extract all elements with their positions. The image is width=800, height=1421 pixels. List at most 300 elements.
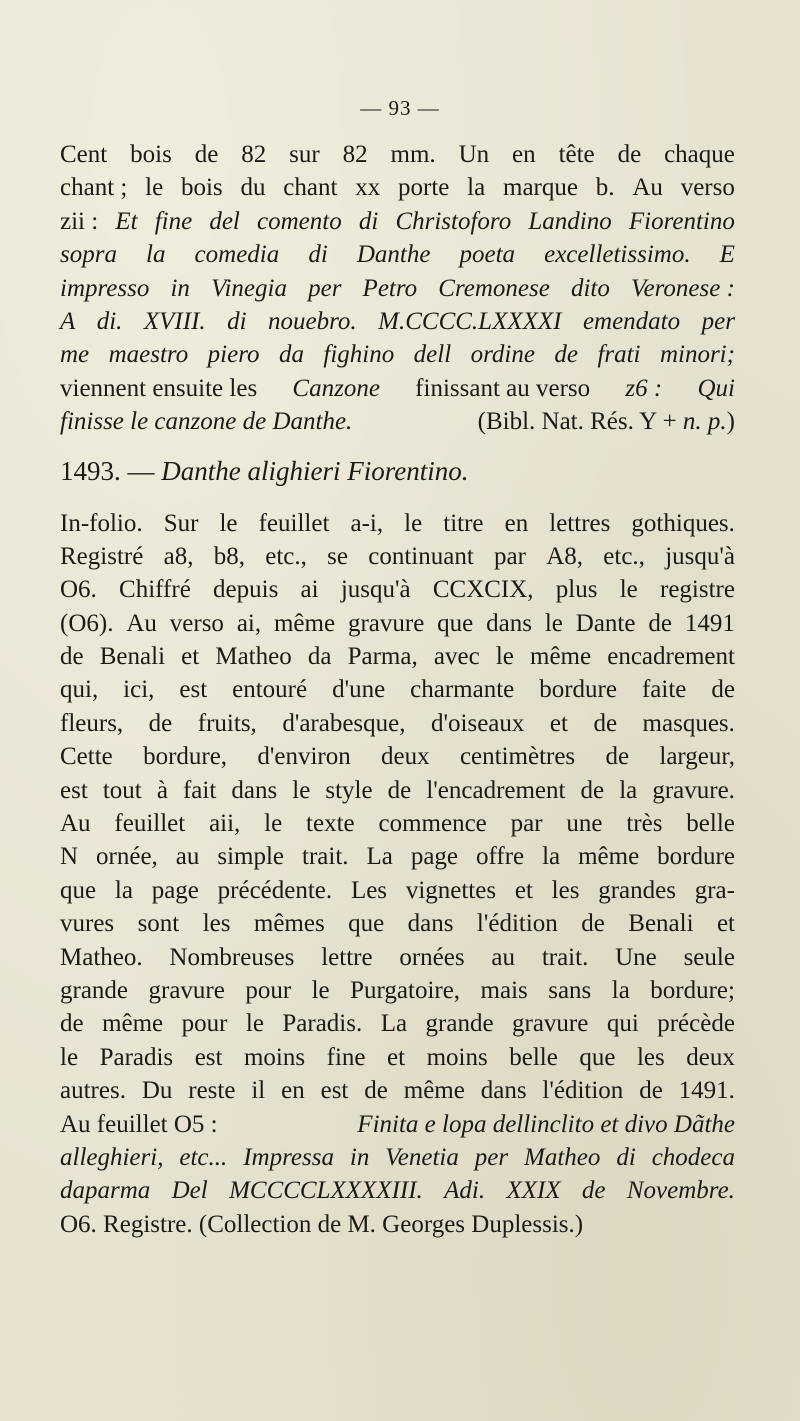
italic-text: finisse le canzone de Danthe. bbox=[60, 408, 353, 436]
word: même bbox=[273, 609, 336, 637]
word: Matheo. bbox=[60, 943, 143, 971]
italic-word: di bbox=[227, 307, 247, 335]
word: Matheo bbox=[215, 643, 292, 671]
word: précédente. bbox=[217, 876, 333, 904]
text-line bbox=[60, 907, 735, 940]
text-line bbox=[60, 1041, 735, 1074]
word: deux bbox=[381, 743, 430, 771]
italic-word: Impressa bbox=[243, 1143, 334, 1171]
text-line bbox=[60, 1074, 735, 1107]
word: que bbox=[60, 876, 97, 904]
italic-word: maestro bbox=[108, 341, 189, 369]
word: Une bbox=[615, 943, 657, 971]
word: grande bbox=[60, 976, 129, 1004]
word: du bbox=[240, 174, 266, 202]
word: et bbox=[549, 709, 568, 737]
italic-word: fine bbox=[154, 207, 193, 235]
word: jusqu'à bbox=[665, 542, 735, 570]
text-line bbox=[60, 707, 735, 740]
word: et bbox=[514, 876, 533, 904]
text-span: O6. Registre. (Collection de M. Georges Duplessis.) bbox=[60, 1210, 584, 1238]
italic-word: Christoforo bbox=[395, 207, 512, 235]
word: porte bbox=[398, 174, 450, 202]
italic-word: minori; bbox=[659, 341, 735, 369]
word: seule bbox=[683, 943, 735, 971]
italic-word: Novembre. bbox=[626, 1177, 735, 1205]
word: une bbox=[566, 810, 603, 838]
word: en bbox=[512, 141, 536, 168]
italic-word: da bbox=[278, 341, 304, 369]
italic-word: XVIII. bbox=[143, 307, 206, 335]
word: ornées bbox=[399, 943, 465, 971]
word: La bbox=[366, 843, 393, 871]
word: b. bbox=[595, 174, 615, 202]
italic-word: Adi. bbox=[444, 1177, 486, 1205]
italic-word: per bbox=[701, 307, 735, 335]
word: etc., bbox=[265, 542, 307, 570]
word: centimètres bbox=[459, 743, 576, 771]
italic-word: comedia bbox=[194, 241, 280, 269]
word: de bbox=[581, 910, 605, 938]
word: Paradis. bbox=[282, 1010, 363, 1038]
word: texte bbox=[306, 810, 355, 838]
text-line bbox=[60, 673, 735, 706]
italic-word: Del bbox=[171, 1177, 208, 1205]
word: feuillet bbox=[258, 509, 330, 537]
word: trait. bbox=[541, 943, 589, 971]
word: marque bbox=[503, 174, 578, 202]
italic-word: M.CCCC.LXXXXI bbox=[378, 307, 562, 335]
italic-word: frati bbox=[597, 341, 641, 369]
word: sont bbox=[137, 910, 180, 938]
word: les bbox=[636, 1043, 665, 1071]
word: le bbox=[404, 509, 423, 537]
italic-word: Vinegia bbox=[211, 274, 287, 302]
word: Sur bbox=[163, 509, 199, 537]
word: Purgatoire, bbox=[350, 976, 461, 1004]
word: les bbox=[551, 876, 580, 904]
word: bois bbox=[180, 174, 223, 202]
word: 1491. bbox=[678, 1077, 735, 1105]
italic-text: Finita e lopa dellinclito et divo Dãthe bbox=[357, 1110, 735, 1138]
word: reste bbox=[188, 1077, 236, 1105]
word: le bbox=[544, 609, 563, 637]
word: de bbox=[648, 609, 672, 637]
word: de bbox=[580, 776, 605, 804]
word: même bbox=[102, 1010, 164, 1038]
italic-word: per bbox=[474, 1143, 509, 1171]
word: de bbox=[364, 1077, 388, 1105]
word: registre bbox=[660, 576, 735, 604]
word: la bbox=[114, 876, 133, 904]
word: Paradis bbox=[99, 1043, 174, 1071]
word: avec bbox=[433, 643, 480, 671]
word: etc., bbox=[603, 542, 645, 570]
italic-word: emendato bbox=[582, 307, 681, 335]
word: tête bbox=[558, 141, 595, 168]
italic-word: daparma bbox=[60, 1177, 151, 1205]
word: CCXCIX, bbox=[432, 576, 534, 604]
word: Au bbox=[632, 174, 663, 202]
word: pour bbox=[245, 976, 292, 1004]
word: même bbox=[403, 1077, 465, 1105]
text-line bbox=[60, 1174, 735, 1207]
word: que bbox=[579, 1043, 616, 1071]
italic-word: di bbox=[358, 207, 379, 235]
word: Au bbox=[126, 609, 157, 637]
word: offre bbox=[476, 843, 525, 871]
text-span: viennent ensuite les bbox=[60, 374, 258, 402]
word: le bbox=[264, 810, 283, 838]
italic-word: sopra bbox=[60, 241, 117, 269]
entry-heading bbox=[60, 455, 735, 491]
word: dans bbox=[486, 609, 532, 637]
word: verso bbox=[169, 609, 224, 637]
word: en bbox=[281, 1077, 305, 1105]
italic-word: alleghieri, bbox=[60, 1143, 164, 1171]
italic-word: A bbox=[60, 307, 76, 335]
word: de bbox=[711, 676, 735, 704]
italic-word: dell bbox=[413, 341, 452, 369]
word: dans bbox=[407, 910, 454, 938]
italic-word: in bbox=[349, 1143, 370, 1171]
word: Cent bbox=[60, 141, 108, 168]
word: en bbox=[504, 509, 529, 537]
italic-word: Venetia bbox=[385, 1143, 459, 1171]
word: qui bbox=[606, 1010, 639, 1038]
word: est bbox=[194, 1043, 223, 1071]
text-line bbox=[60, 171, 735, 204]
word: Benali bbox=[99, 643, 166, 671]
word: (O6). bbox=[60, 609, 114, 637]
word: gravure bbox=[347, 609, 425, 637]
word: de bbox=[593, 709, 618, 737]
word: précède bbox=[657, 1010, 735, 1038]
word: de bbox=[148, 709, 173, 737]
word: est bbox=[320, 1077, 349, 1105]
word: de bbox=[617, 141, 642, 168]
text-line bbox=[60, 540, 735, 573]
text-line bbox=[60, 1108, 735, 1141]
word: bordure; bbox=[650, 976, 735, 1004]
italic-word: etc... bbox=[179, 1143, 228, 1171]
word: la bbox=[467, 174, 486, 202]
word: fleurs, bbox=[60, 709, 124, 737]
italic-word: poeta bbox=[459, 241, 516, 269]
word: qui, bbox=[60, 676, 99, 704]
italic-word: impresso bbox=[60, 274, 150, 302]
page-number: — 93 — bbox=[360, 96, 440, 120]
word: même bbox=[530, 643, 592, 671]
word: bordure bbox=[657, 843, 735, 871]
word: au bbox=[175, 843, 200, 871]
word: depuis bbox=[213, 576, 279, 604]
italic-word: E bbox=[719, 241, 735, 269]
word: Nombreuses bbox=[169, 943, 295, 971]
italic-word: Landino bbox=[528, 207, 612, 235]
word: que bbox=[437, 609, 474, 637]
text-line bbox=[60, 1208, 735, 1241]
word: d'environ bbox=[257, 743, 351, 771]
word: le bbox=[619, 576, 638, 604]
italic-text: Qui bbox=[697, 374, 735, 402]
italic-word: ordine bbox=[470, 341, 535, 369]
word: continuant bbox=[368, 542, 474, 570]
word: verso bbox=[680, 174, 735, 202]
word: ornée, bbox=[96, 843, 158, 871]
word: bordure, bbox=[143, 743, 228, 771]
italic-text: z6 : bbox=[625, 374, 663, 402]
italic-word: dito bbox=[570, 274, 610, 302]
word: de bbox=[60, 1010, 84, 1038]
italic-word: nouebro. bbox=[268, 307, 357, 335]
word: d'arabesque, bbox=[282, 709, 406, 737]
word: gravure. bbox=[652, 776, 735, 804]
text-line bbox=[60, 372, 735, 405]
word: fruits, bbox=[197, 709, 257, 737]
word: charmante bbox=[410, 676, 515, 704]
text-line bbox=[60, 507, 735, 540]
italic-word: del bbox=[209, 207, 240, 235]
word: largeur, bbox=[659, 743, 735, 771]
text-line bbox=[60, 974, 735, 1007]
italic-word: me bbox=[60, 341, 90, 369]
italic-word: comento bbox=[257, 207, 342, 235]
word: mm. bbox=[390, 141, 436, 168]
word: A8, bbox=[546, 542, 584, 570]
word: tout bbox=[102, 776, 142, 804]
word: ici, bbox=[123, 676, 155, 704]
text-line bbox=[60, 874, 735, 907]
text-span: (Bibl. Nat. Rés. Y bbox=[477, 408, 657, 436]
word: il bbox=[251, 1077, 266, 1105]
word: plus bbox=[555, 576, 598, 604]
word: belle bbox=[509, 1043, 558, 1071]
word: par bbox=[494, 542, 526, 570]
word: que bbox=[348, 910, 385, 938]
word: Au bbox=[60, 810, 91, 838]
text-line bbox=[60, 640, 735, 673]
text-line bbox=[60, 338, 735, 371]
word: sur bbox=[289, 141, 320, 168]
word: l'encadrement bbox=[426, 776, 566, 804]
text-line bbox=[60, 941, 735, 974]
italic-word: de bbox=[554, 341, 578, 369]
word: le bbox=[145, 174, 164, 202]
word: ai bbox=[300, 576, 319, 604]
word: 82 bbox=[241, 141, 267, 168]
word: b8, bbox=[213, 542, 245, 570]
word: 1491 bbox=[684, 609, 735, 637]
text-line bbox=[60, 205, 735, 238]
plus-sign: + bbox=[662, 408, 677, 436]
entry-year: 1493. bbox=[60, 455, 121, 486]
word: xx bbox=[355, 174, 381, 202]
italic-word: excelletissimo. bbox=[544, 241, 691, 269]
italic-word: Cremonese bbox=[438, 274, 550, 302]
text-line bbox=[60, 272, 735, 305]
word: titre bbox=[443, 509, 484, 537]
text-body bbox=[60, 138, 735, 1241]
word: bois bbox=[130, 141, 172, 168]
word: les bbox=[202, 910, 231, 938]
word: moins bbox=[243, 1043, 306, 1071]
word: dans bbox=[231, 776, 278, 804]
word: zii : bbox=[60, 207, 99, 235]
word: bordure bbox=[539, 676, 617, 704]
text-line bbox=[60, 807, 735, 840]
word: et bbox=[387, 1043, 406, 1071]
italic-word: piero bbox=[207, 341, 260, 369]
word: au bbox=[491, 943, 516, 971]
word: le bbox=[495, 643, 514, 671]
word: mais bbox=[480, 976, 528, 1004]
word: Registré bbox=[60, 542, 144, 570]
word: a8, bbox=[163, 542, 194, 570]
word: lettres bbox=[549, 509, 611, 537]
word: est bbox=[179, 676, 208, 704]
word: da bbox=[307, 643, 332, 671]
word: Benali bbox=[628, 910, 694, 938]
word: mêmes bbox=[253, 910, 325, 938]
italic-word: Et bbox=[115, 207, 138, 235]
word: et bbox=[716, 910, 735, 938]
word: ai, bbox=[236, 609, 262, 637]
word: le bbox=[292, 776, 311, 804]
heading-dash: — bbox=[127, 455, 155, 486]
word: a-i, bbox=[350, 509, 384, 537]
word: par bbox=[510, 810, 543, 838]
italic-word: Petro bbox=[362, 274, 418, 302]
word: sans bbox=[548, 976, 592, 1004]
word: la bbox=[542, 843, 561, 871]
text-line bbox=[60, 305, 735, 338]
text-span: finissant au verso bbox=[415, 374, 591, 402]
word: style bbox=[325, 776, 373, 804]
word: le bbox=[245, 1010, 264, 1038]
word: Parma, bbox=[347, 643, 418, 671]
word: autres. bbox=[60, 1077, 126, 1105]
word: d'oiseaux bbox=[431, 709, 525, 737]
word: le bbox=[60, 1043, 79, 1071]
italic-word: di bbox=[308, 241, 328, 269]
word: la bbox=[611, 976, 630, 1004]
word: de bbox=[60, 643, 84, 671]
entry-1493-body bbox=[60, 507, 735, 1108]
word: vignettes bbox=[405, 876, 497, 904]
word: à bbox=[156, 776, 168, 804]
word: Chiffré bbox=[119, 576, 191, 604]
text-line bbox=[60, 607, 735, 640]
text-line bbox=[60, 405, 735, 438]
word: Un bbox=[458, 141, 490, 168]
italic-word: Danthe bbox=[356, 241, 431, 269]
text-line bbox=[60, 138, 735, 171]
word: grande bbox=[425, 1010, 494, 1038]
word: gra- bbox=[694, 876, 735, 904]
word: l'édition bbox=[476, 910, 558, 938]
text-line bbox=[60, 573, 735, 606]
text-span: ) bbox=[726, 408, 735, 436]
word: le bbox=[311, 976, 330, 1004]
entry-title: Danthe alighieri Fiorentino. bbox=[161, 455, 469, 486]
word: se bbox=[327, 542, 348, 570]
word: entouré bbox=[232, 676, 308, 704]
word: de bbox=[387, 776, 412, 804]
italic-word: Veronese : bbox=[631, 274, 735, 302]
italic-text: n. p. bbox=[682, 408, 727, 436]
italic-word: di. bbox=[96, 307, 123, 335]
word: chant ; bbox=[60, 174, 128, 202]
text-span: Au feuillet O5 : bbox=[60, 1110, 218, 1138]
word: de bbox=[194, 141, 219, 168]
italic-word: de bbox=[581, 1177, 606, 1205]
word: belle bbox=[686, 810, 735, 838]
word: commence bbox=[378, 810, 487, 838]
italic-word: di bbox=[616, 1143, 636, 1171]
word: Dante bbox=[575, 609, 636, 637]
italic-word: Matheo bbox=[524, 1143, 601, 1171]
word: Les bbox=[350, 876, 388, 904]
word: pour bbox=[181, 1010, 228, 1038]
word: l'édition bbox=[542, 1077, 624, 1105]
word: lettre bbox=[321, 943, 373, 971]
word: In-folio. bbox=[60, 509, 143, 537]
word: le bbox=[219, 509, 238, 537]
word: dans bbox=[480, 1077, 527, 1105]
word: très bbox=[626, 810, 663, 838]
word: feuillet bbox=[114, 810, 186, 838]
word: gravure bbox=[512, 1010, 589, 1038]
word: La bbox=[380, 1010, 408, 1038]
word: faite bbox=[641, 676, 687, 704]
word: vures bbox=[60, 910, 115, 938]
word: page bbox=[151, 876, 199, 904]
word: masques. bbox=[642, 709, 735, 737]
word: deux bbox=[686, 1043, 735, 1071]
text-line bbox=[60, 1007, 735, 1040]
word: même bbox=[578, 843, 640, 871]
italic-word: in bbox=[170, 274, 190, 302]
citation-group bbox=[478, 405, 735, 438]
word: et bbox=[181, 643, 200, 671]
word: Cette bbox=[60, 743, 113, 771]
italic-text: Canzone bbox=[292, 374, 380, 402]
word: 82 bbox=[342, 141, 368, 168]
word: N bbox=[60, 843, 79, 871]
word: la bbox=[619, 776, 638, 804]
italic-word: XXIX bbox=[506, 1177, 561, 1205]
word: jusqu'à bbox=[340, 576, 411, 604]
text-line bbox=[60, 1141, 735, 1174]
word: chaque bbox=[664, 141, 735, 168]
italic-word: la bbox=[146, 241, 166, 269]
text-line bbox=[60, 774, 735, 807]
word: O6. bbox=[60, 576, 97, 604]
word: trait. bbox=[302, 843, 349, 871]
word: fine bbox=[326, 1043, 366, 1071]
word: de bbox=[605, 743, 630, 771]
word: grandes bbox=[598, 876, 676, 904]
text-line bbox=[60, 238, 735, 271]
word: aii, bbox=[209, 810, 241, 838]
italic-word: fighino bbox=[323, 341, 395, 369]
word: simple bbox=[217, 843, 285, 871]
word: Du bbox=[141, 1077, 173, 1105]
text-line bbox=[60, 740, 735, 773]
word: page bbox=[410, 843, 459, 871]
word: est bbox=[60, 776, 88, 804]
